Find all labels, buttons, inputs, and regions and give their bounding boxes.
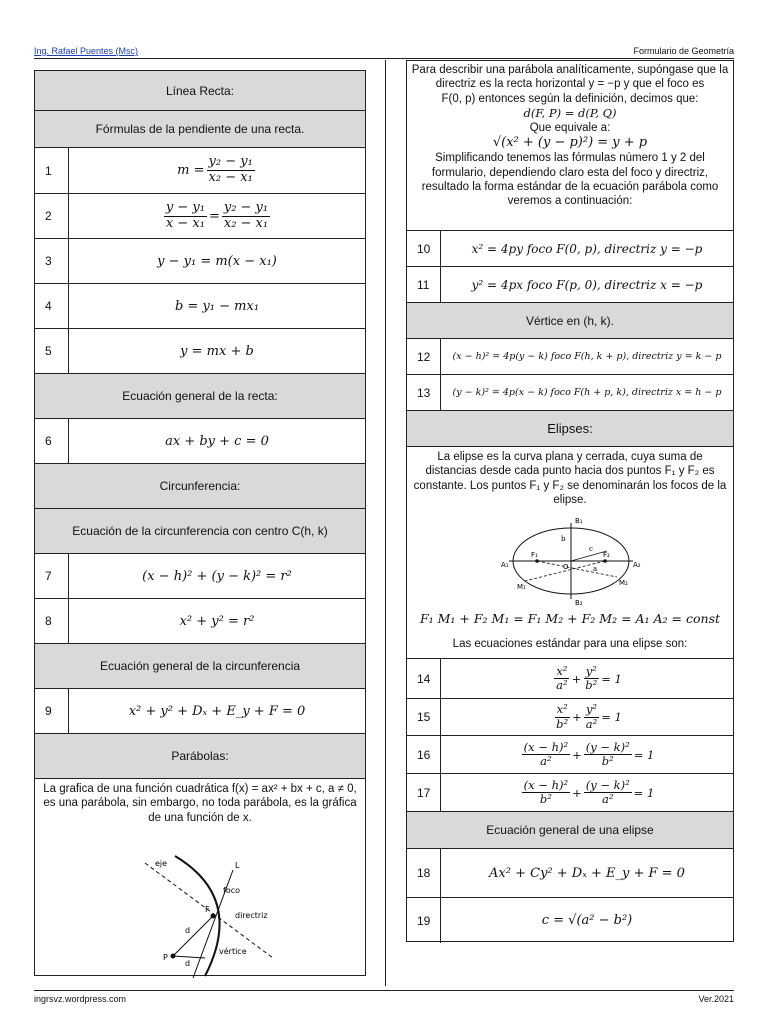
elipse-description: [407, 447, 733, 659]
elipse-constant: F₁ M₁ + F₂ M₁ = F₁ M₂ + F₂ M₂ = A₁ A₂ = const: [419, 610, 721, 626]
formula-row-14: [407, 659, 733, 699]
section-circunferencia-centro: [35, 509, 365, 554]
parabola-description: [35, 779, 365, 987]
rhs: = 1: [601, 710, 622, 724]
right-formula-table: [406, 60, 734, 942]
formula-13: (y − k)² = 4p(x − k) foco F(h + p, k), directriz x = h − p: [452, 387, 722, 398]
formula-11: y² = 4px foco F(p, 0), directriz x = −p: [471, 277, 703, 292]
intro-line: F(0, p) entonces según la definición, decimos que:: [441, 92, 699, 105]
section-title: Ecuación general de una elipse: [486, 823, 654, 837]
formula-row-2: [35, 194, 365, 239]
intro-line: resultado la forma estándar de la ecuación parábola como: [421, 180, 719, 193]
b1-label: B₁: [575, 516, 583, 525]
formula-lhs: m =: [177, 163, 205, 178]
section-title: Ecuación de la circunferencia con centro C(h, k): [72, 524, 328, 538]
numerator: (x − h)²: [523, 739, 569, 754]
formula-18: Ax² + Cy² + Dₓ + E_y + F = 0: [489, 865, 685, 881]
formula-number: 16: [407, 736, 441, 773]
vertice-label: vértice: [219, 947, 247, 957]
formula-row-4: [35, 284, 365, 329]
rhs: = 1: [633, 785, 655, 800]
numerator: y₂ − y₁: [208, 154, 253, 170]
formula-number: 17: [407, 774, 441, 811]
formula-row-1: [35, 148, 365, 194]
c-label: c: [589, 544, 593, 553]
formula-8: x² + y² = r²: [179, 613, 255, 629]
formula-number: 9: [35, 689, 69, 733]
denominator: x₂ − x₁: [208, 170, 253, 185]
section-pendiente: [35, 111, 365, 148]
formula-row-12: [407, 339, 733, 375]
section-general-circunferencia: [35, 644, 365, 689]
formula-number: 12: [407, 339, 441, 374]
formula-7: (x − h)² + (y − k)² = r²: [142, 568, 292, 584]
formula-number: 19: [407, 898, 441, 943]
section-title: Parábolas:: [171, 749, 229, 763]
formula-row-8: [35, 599, 365, 644]
formula-number: 13: [407, 375, 441, 410]
formula-number: 2: [35, 194, 69, 238]
formula-9: x² + y² + Dₓ + E_y + F = 0: [128, 703, 306, 719]
denominator: x − x₁: [165, 215, 205, 231]
formula-row-16: [407, 736, 733, 774]
section-title: Elipses:: [547, 421, 593, 436]
formula-number: 8: [35, 599, 69, 643]
footer-rule: [34, 990, 734, 991]
denominator: a²: [602, 792, 614, 806]
section-elipses: [407, 411, 733, 447]
numerator: (y − k)²: [585, 777, 630, 792]
formula-number: 18: [407, 849, 441, 897]
numerator: x²: [556, 663, 568, 678]
section-general-recta: [35, 374, 365, 419]
section-general-elipse: [407, 812, 733, 849]
distance-fp: [173, 916, 213, 956]
denominator: a²: [585, 716, 598, 731]
formula-number: 6: [35, 419, 69, 463]
parabola-intro: [407, 61, 733, 231]
l-label: L: [235, 861, 240, 871]
f-label: F: [205, 905, 210, 915]
a-label: a: [593, 564, 598, 573]
p-label: P: [163, 953, 168, 963]
plus-sign: +: [572, 710, 582, 724]
denominator: a²: [556, 678, 568, 692]
footer-version: Ver.2021: [698, 994, 734, 1004]
formula-6: ax + by + c = 0: [165, 433, 269, 449]
intro-line: Simplificando tenemos las fórmulas número 1 y 2 del: [435, 152, 705, 165]
m2-label: M₂: [619, 578, 628, 587]
focus-point: [211, 914, 216, 919]
numerator: x²: [556, 702, 568, 717]
denominator: b²: [556, 716, 569, 731]
section-title: Fórmulas de la pendiente de una recta.: [95, 122, 305, 136]
eje-label: eje: [155, 859, 168, 869]
section-title: Circunferencia:: [159, 479, 241, 493]
rhs: = 1: [633, 747, 655, 762]
numerator: y₂ − y₁: [223, 199, 269, 215]
footer-site[interactable]: ingrsvz.wordpress.com: [34, 994, 127, 1004]
parabola-figure: [35, 828, 365, 978]
parabola-text: La grafica de una función cuadrática f(x) = ax² + bx + c, a ≠ 0, es una parábola, sin embargo, no toda parábola, es la gráfica de una función de x.: [43, 783, 357, 824]
formula-row-11: [407, 267, 733, 303]
section-title: Vértice en (h, k).: [525, 313, 615, 328]
f1-label: F₁: [531, 550, 538, 559]
denominator: x₂ − x₁: [223, 215, 269, 231]
formula-number: 5: [35, 329, 69, 373]
denominator: a²: [540, 754, 552, 768]
formula-row-19: [407, 898, 733, 943]
left-formula-table: [34, 70, 366, 976]
formula-row-13: [407, 375, 733, 411]
section-title: Ecuación general de la circunferencia: [99, 659, 301, 673]
formula-number: 4: [35, 284, 69, 328]
focus-f1: [535, 559, 539, 563]
intro-line: √(x² + (y − p)²) = y + p: [492, 134, 648, 150]
section-linea-recta: [35, 71, 365, 111]
column-separator: [385, 60, 386, 986]
formula-number: 10: [407, 231, 441, 266]
section-circunferencia: [35, 464, 365, 509]
numerator: (y − k)²: [585, 739, 630, 754]
formula-number: 7: [35, 554, 69, 598]
numerator: y²: [585, 663, 597, 678]
denominator: b²: [601, 754, 614, 768]
m1-label: M₁: [517, 582, 526, 591]
elipse-text: La elipse es la curva plana y cerrada, cuya suma de distancias desde cada punto hacia dos puntos F₁ y F₂ es constante. Los puntos F₁ y F₂ se denominarán los focos de la elipse.: [413, 451, 727, 507]
formula-row-3: [35, 239, 365, 284]
formula-4: b = y₁ − mx₁: [174, 298, 260, 314]
distance-pq: [173, 956, 205, 958]
rhs: = 1: [601, 671, 622, 686]
directriz-label: directriz: [235, 911, 268, 921]
header-rule: [34, 58, 734, 59]
intro-line: directriz es la recta horizontal y = −p y que el foco es: [435, 78, 705, 91]
formula-15: [441, 699, 733, 735]
formula-10: x² = 4py foco F(0, p), directriz y = −p: [471, 241, 703, 256]
intro-line: d(F, P) = d(P, Q): [523, 106, 617, 121]
formula-3: y − y₁ = m(x − x₁): [157, 253, 277, 269]
b2-label: B₂: [575, 598, 583, 607]
plus-sign: +: [571, 671, 582, 686]
formula-1: [69, 148, 365, 193]
formula-5: y = mx + b: [180, 343, 254, 359]
focus-f2: [603, 559, 607, 563]
formula-12: (x − h)² = 4p(y − k) foco F(h, k + p), directriz y = k − p: [452, 351, 722, 362]
intro-line: veremos a continuación:: [507, 195, 633, 208]
a1-label: A₁: [501, 560, 509, 569]
d-label-1: d: [185, 926, 191, 936]
formula-row-5: [35, 329, 365, 374]
formula-row-10: [407, 231, 733, 267]
plus-sign: +: [572, 785, 582, 800]
formula-14: [441, 659, 733, 698]
section-vertice: [407, 303, 733, 339]
formula-2: [69, 194, 365, 238]
o-label: O: [563, 562, 569, 571]
b-label: b: [561, 534, 566, 543]
numerator: y²: [585, 702, 598, 717]
numerator: y − y₁: [165, 199, 205, 215]
formula-number: 11: [407, 267, 441, 302]
plus-sign: +: [572, 747, 582, 762]
formula-row-18: [407, 849, 733, 898]
equals-sign: =: [208, 208, 220, 224]
section-title: Línea Recta:: [165, 83, 235, 98]
author-link[interactable]: Ing. Rafael Puentes (Msc): [34, 46, 139, 56]
section-parabolas: [35, 734, 365, 779]
d-label-2: d: [185, 959, 191, 969]
formula-number: 14: [407, 659, 441, 698]
formula-number: 1: [35, 148, 69, 193]
intro-line: Para describir una parábola analíticamente, supóngase que la: [411, 64, 729, 76]
denominator: b²: [585, 678, 598, 692]
document-title: Formulario de Geometría: [633, 46, 734, 56]
numerator: (x − h)²: [523, 777, 569, 792]
formula-row-9: [35, 689, 365, 734]
intro-line: Que equivale a:: [529, 121, 611, 134]
formula-row-7: [35, 554, 365, 599]
formula-19: c = √(a² − b²): [541, 913, 633, 928]
a2-label: A₂: [633, 560, 641, 569]
intro-line: formulario, dependiendo claro esta del foco y directriz,: [431, 166, 709, 179]
formula-row-6: [35, 419, 365, 464]
elipse-standard-caption: Las ecuaciones estándar para una elipse son:: [452, 638, 688, 651]
elipse-figure: [407, 511, 733, 607]
formula-number: 3: [35, 239, 69, 283]
formula-number: 15: [407, 699, 441, 735]
formula-row-17: [407, 774, 733, 812]
formula-16: [441, 736, 733, 773]
section-title: Ecuación general de la recta:: [122, 389, 278, 403]
formula-row-15: [407, 699, 733, 736]
denominator: b²: [539, 792, 552, 806]
formula-17: [441, 774, 733, 811]
foco-label: foco: [223, 886, 241, 896]
f2-label: F₂: [603, 550, 610, 559]
point-p: [171, 954, 176, 959]
